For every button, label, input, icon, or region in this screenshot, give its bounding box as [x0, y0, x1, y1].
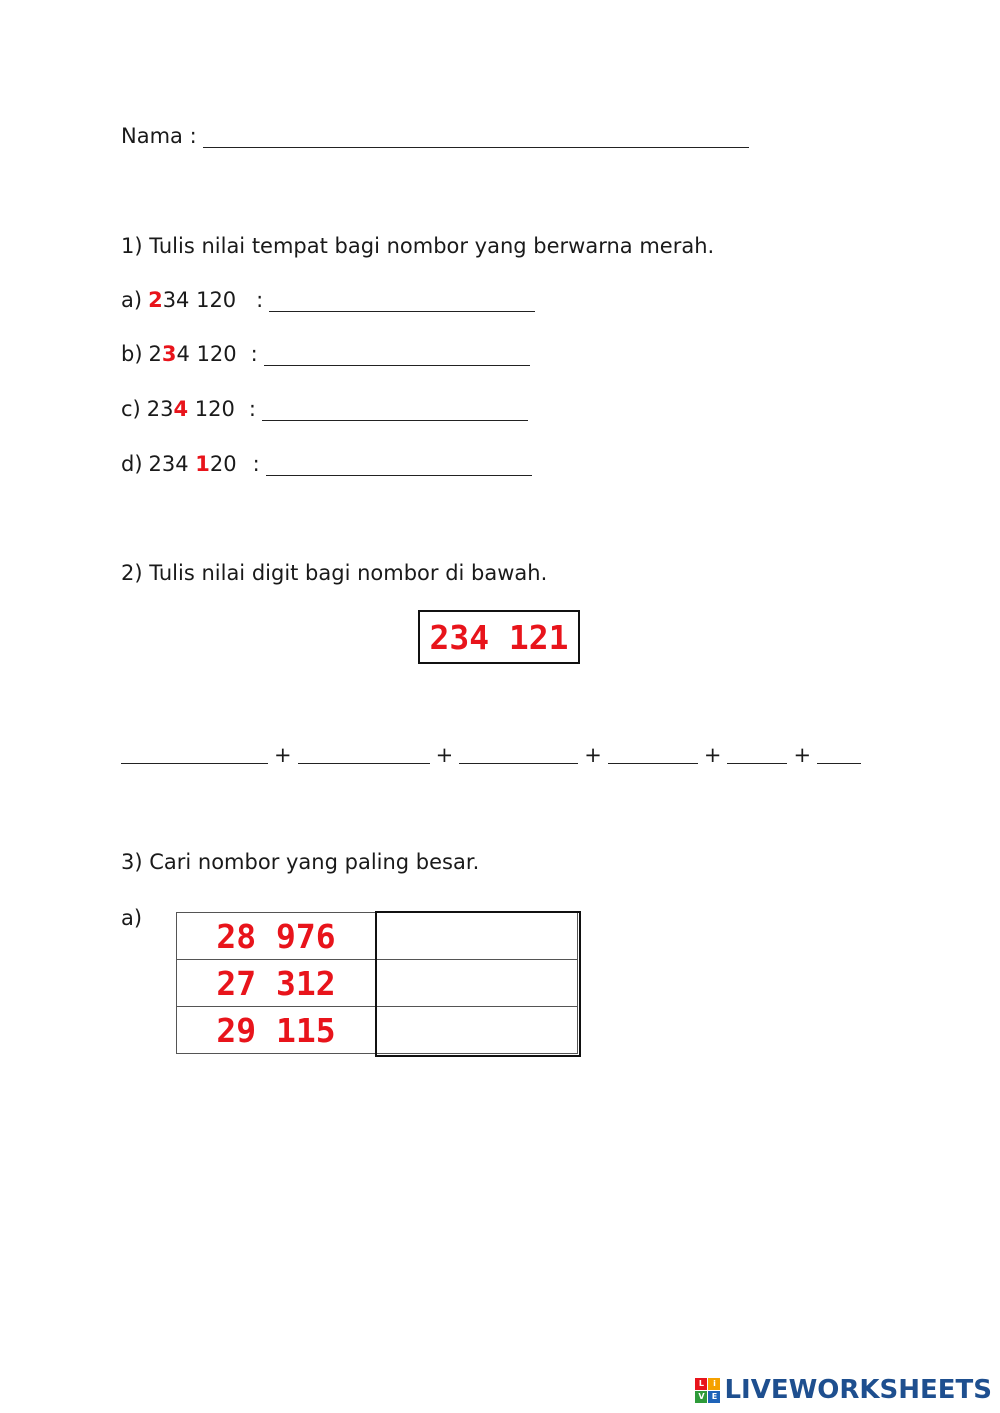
q2-answer-line-5[interactable] [727, 743, 787, 764]
q1-title: 1) Tulis nilai tempat bagi nombor yang berwarna merah. [121, 234, 715, 258]
q1-highlight-digit: 1 [195, 452, 210, 476]
q2-answer-line-3[interactable] [459, 743, 578, 764]
q1-answer-line-a[interactable] [269, 291, 535, 312]
q1-number: 234 120 [148, 342, 237, 366]
q3-answer-cell[interactable] [376, 960, 578, 1007]
q3-part-label: a) [121, 906, 143, 930]
liveworksheets-logo [695, 1375, 992, 1405]
q3-number-cell: 27 312 [177, 960, 376, 1007]
q1-number: 234 120 [146, 397, 235, 421]
q2-number-box: 234 121 [418, 610, 580, 664]
table-row [177, 913, 578, 960]
q1-item-d: d) 234 120 : [121, 452, 532, 476]
q1-answer-line-b[interactable] [264, 345, 530, 366]
q3-number-table [176, 912, 578, 1054]
q1-answer-line-d[interactable] [266, 455, 532, 476]
q3-answer-cell[interactable] [376, 1007, 578, 1054]
q3-answer-cell[interactable] [376, 913, 578, 960]
q2-title: 2) Tulis nilai digit bagi nombor di bawah. [121, 561, 548, 585]
q1-highlight-digit: 4 [173, 397, 189, 421]
q3-number-cell: 29 115 [177, 1007, 376, 1054]
q1-number: 234 120 [148, 452, 237, 476]
q2-expanded-form-row: + + + + + [121, 740, 861, 764]
q2-answer-line-2[interactable] [298, 743, 430, 764]
q1-item-c: c) 234 120 : [121, 397, 528, 421]
logo-grid-icon: L i V E [695, 1378, 720, 1403]
q1-item-label: b) [121, 342, 143, 366]
name-input-line[interactable] [203, 127, 749, 148]
name-label: Nama : [121, 124, 197, 148]
q1-item-b: b) 234 120 : [121, 342, 530, 366]
q1-item-label: a) [121, 288, 143, 312]
q1-highlight-digit: 3 [161, 342, 177, 366]
q2-answer-line-4[interactable] [608, 743, 698, 764]
q1-item-a: a) 234 120 : [121, 288, 535, 312]
q3-title: 3) Cari nombor yang paling besar. [121, 850, 480, 874]
name-row [121, 124, 749, 148]
q1-number: 234 120 [148, 288, 237, 312]
q3-number-cell: 28 976 [177, 913, 376, 960]
q1-item-label: c) [121, 397, 141, 421]
table-row [177, 960, 578, 1007]
table-row [177, 1007, 578, 1054]
q1-item-label: d) [121, 452, 143, 476]
q1-highlight-digit: 2 [148, 288, 163, 312]
logo-text: LIVEWORKSHEETS [724, 1375, 992, 1405]
q2-answer-line-1[interactable] [121, 743, 268, 764]
q1-answer-line-c[interactable] [262, 400, 528, 421]
q2-answer-line-6[interactable] [817, 743, 861, 764]
